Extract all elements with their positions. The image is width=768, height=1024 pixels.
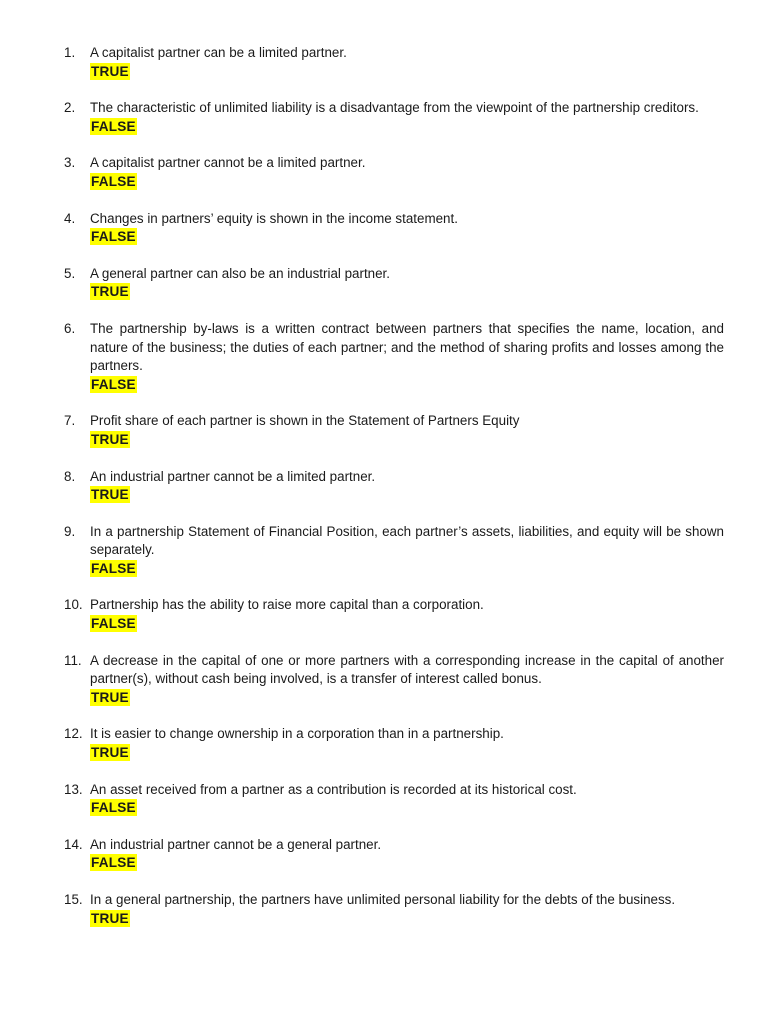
item-answer: TRUE: [91, 910, 129, 926]
item-number: 15.: [64, 892, 83, 907]
list-item: [64, 725, 724, 762]
item-question: In a partnership Statement of Financial Position, each partner’s assets, liabilities, and equity will be shown separately.: [90, 523, 724, 558]
list-item: [64, 652, 724, 708]
item-number: 9.: [64, 523, 76, 539]
item-number: 13.: [64, 781, 83, 797]
list-item: [64, 468, 724, 505]
item-number: 6.: [64, 320, 76, 336]
list-item: [64, 154, 724, 191]
item-number: 3.: [64, 155, 76, 171]
item-answer: TRUE: [91, 487, 129, 503]
item-answer: FALSE: [91, 800, 136, 816]
item-answer: TRUE: [91, 689, 129, 705]
item-answer: TRUE: [91, 284, 129, 300]
item-answer: TRUE: [91, 63, 129, 79]
item-question: An asset received from a partner as a contribution is recorded at its historical cost.: [90, 781, 577, 797]
item-number: 11.: [64, 652, 82, 668]
item-answer: TRUE: [91, 745, 129, 761]
item-question: An industrial partner cannot be a general partner.: [90, 836, 382, 852]
item-question: A general partner can also be an industrial partner.: [90, 265, 390, 281]
list-item: [64, 781, 724, 818]
item-question: An industrial partner cannot be a limited partner.: [90, 468, 376, 484]
item-answer: FALSE: [91, 173, 136, 189]
item-question: Partnership has the ability to raise more capital than a corporation.: [90, 597, 484, 613]
item-question: A capitalist partner can be a limited partner.: [90, 45, 347, 60]
list-item: [64, 210, 724, 247]
list-item: [64, 265, 724, 302]
item-answer: FALSE: [91, 560, 136, 576]
item-question: A capitalist partner cannot be a limited partner.: [90, 155, 366, 171]
item-number: 8.: [64, 468, 76, 484]
list-item: [64, 99, 724, 136]
question-list: [64, 44, 724, 946]
item-answer: FALSE: [91, 118, 136, 134]
item-question: The partnership by-laws is a written contract between partners that specifies the name, location, and nature of the business; the duties of each partner; and the method of sharing profits and losses among the partners.: [90, 320, 724, 374]
item-question: A decrease in the capital of one or more partners with a corresponding increase in the capital of another partner(s), without cash being involved, is a transfer of interest called bonus.: [90, 652, 724, 687]
item-question: Profit share of each partner is shown in the Statement of Partners Equity: [90, 413, 520, 429]
list-item: [64, 891, 724, 928]
item-number: 4.: [64, 210, 76, 226]
item-number: 12.: [64, 726, 83, 742]
list-item: [64, 596, 724, 633]
item-question: In a general partnership, the partners have unlimited personal liability for the debts of the business.: [90, 892, 676, 907]
item-answer: TRUE: [91, 431, 129, 447]
item-answer: FALSE: [91, 616, 136, 632]
item-answer: FALSE: [91, 229, 136, 245]
item-question: The characteristic of unlimited liability is a disadvantage from the viewpoint of the partnership creditors.: [90, 100, 699, 116]
item-number: 7.: [64, 413, 76, 429]
item-number: 10.: [64, 597, 83, 613]
item-number: 1.: [64, 45, 76, 60]
list-item: [64, 44, 724, 81]
item-answer: FALSE: [91, 855, 136, 871]
item-answer: FALSE: [91, 376, 136, 392]
item-number: 2.: [64, 100, 76, 116]
list-item: [64, 320, 724, 394]
list-item: [64, 836, 724, 873]
item-number: 14.: [64, 836, 83, 852]
list-item: [64, 523, 724, 579]
item-question: It is easier to change ownership in a corporation than in a partnership.: [90, 726, 504, 742]
list-item: [64, 412, 724, 449]
item-question: Changes in partners’ equity is shown in the income statement.: [90, 210, 458, 226]
item-number: 5.: [64, 265, 76, 281]
